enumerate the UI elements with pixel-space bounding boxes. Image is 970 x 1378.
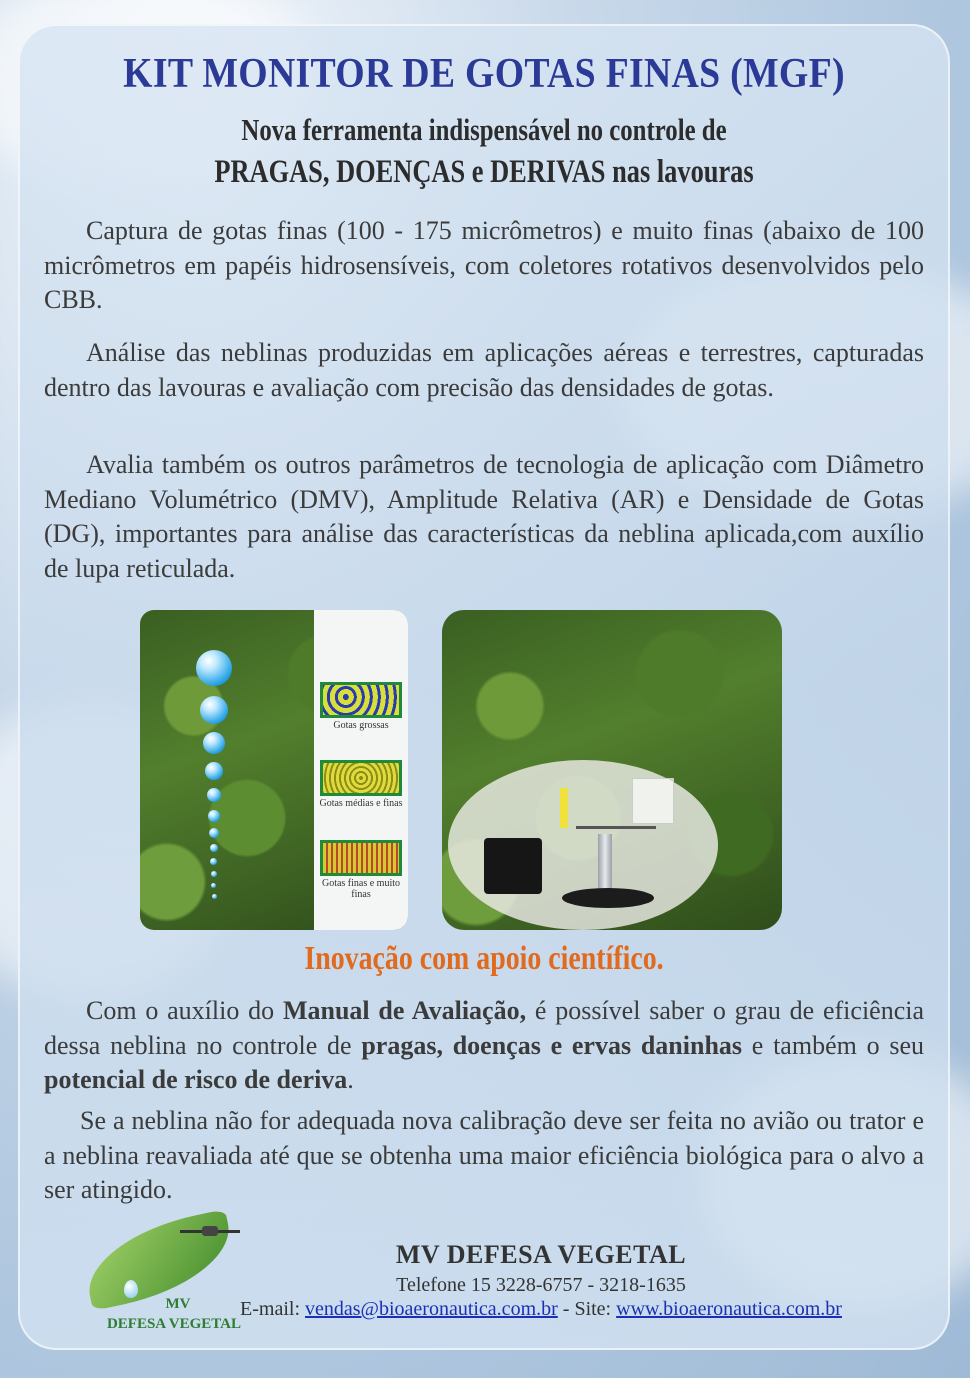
tagline: Inovação com apoio científico. [304,940,664,977]
droplet-icon [209,828,219,838]
battery-box-icon [484,838,542,894]
site-link[interactable]: www.bioaeronautica.com.br [616,1298,842,1320]
coarse-droplets-paper [320,682,402,718]
paragraph-capture: Captura de gotas finas (100 - 175 micrômetros) e muito finas (abaixo de 100 micrômetros em papéis hidrosensíveis, com coletores rotativos desenvolvidos pelo CBB. [44,216,924,314]
logo-text-defesa: DEFESA VEGETAL [106,1316,242,1332]
droplet-icon [196,650,232,686]
phone-line: Telefone 15 3228-6757 - 3218-1635 [396,1274,686,1296]
droplet-icon [205,762,223,780]
collector-paper-icon [632,778,674,824]
coarse-droplets-label: Gotas grossas [333,720,389,731]
fine-droplets-paper [320,840,402,876]
droplet-icon [203,732,225,754]
logo-text-mv: MV [165,1296,191,1312]
droplet-icon [200,696,228,724]
collector-arm [576,826,656,829]
medium-droplets-label: Gotas médias e finas [319,798,403,809]
droplet-icon [211,883,216,888]
sensitive-paper-icon [560,788,568,828]
collector-shaft [598,834,612,892]
page-title: KIT MONITOR DE GOTAS FINAS (MGF) [123,51,845,97]
droplet-icon [211,871,217,877]
droplet-icon [210,844,218,852]
paragraph-manual: Com o auxílio do Manual de Avaliação, é possível saber o grau de eficiência dessa neblina no controle de pragas, doenças e ervas daninhas e também o seu potencial de risco de deriva. [44,996,925,1094]
collector-device-photo [442,610,782,930]
subtitle-line-2: PRAGAS, DOENÇAS e DERIVAS nas lavouras [214,154,754,190]
droplet-icon [208,810,220,822]
paragraph-parameters: Avalia também os outros parâmetros de tecnologia de aplicação com Diâmetro Mediano Volumétrico (DMV), Amplitude Relativa (AR) e Densidade de Gotas (DG), importantes para análise das características da neblina aplicada,com auxílio de lupa reticulada. [44,450,924,583]
droplet-icon [207,788,221,802]
medium-droplets-paper [320,760,402,796]
company-name: MV DEFESA VEGETAL [395,1240,687,1269]
flyer-card [18,24,950,1350]
droplet-icon [212,894,217,899]
subtitle-line-1: Nova ferramenta indispensável no controle de [241,112,727,147]
contact-line: E-mail: vendas@bioaeronautica.com.br - Site: www.bioaeronautica.com.br [240,1298,842,1320]
droplet-size-figure [140,610,408,930]
sample-panel [314,610,408,930]
collector-base [562,888,654,908]
email-link[interactable]: vendas@bioaeronautica.com.br [305,1298,558,1320]
droplet-icon [210,858,217,865]
paragraph-analysis: Análise das neblinas produzidas em aplicações aéreas e terrestres, capturadas dentro das lavouras e avaliação com precisão das densidades de gotas. [44,338,924,402]
fine-droplets-label: Gotas finas e muito finas [321,878,401,900]
paragraph-recalibration: Se a neblina não for adequada nova calibração deve ser feita no avião ou trator e a neblina reavaliada até que se obtenha uma maior eficiência biológica para o alvo a ser atingido. [44,1106,924,1204]
